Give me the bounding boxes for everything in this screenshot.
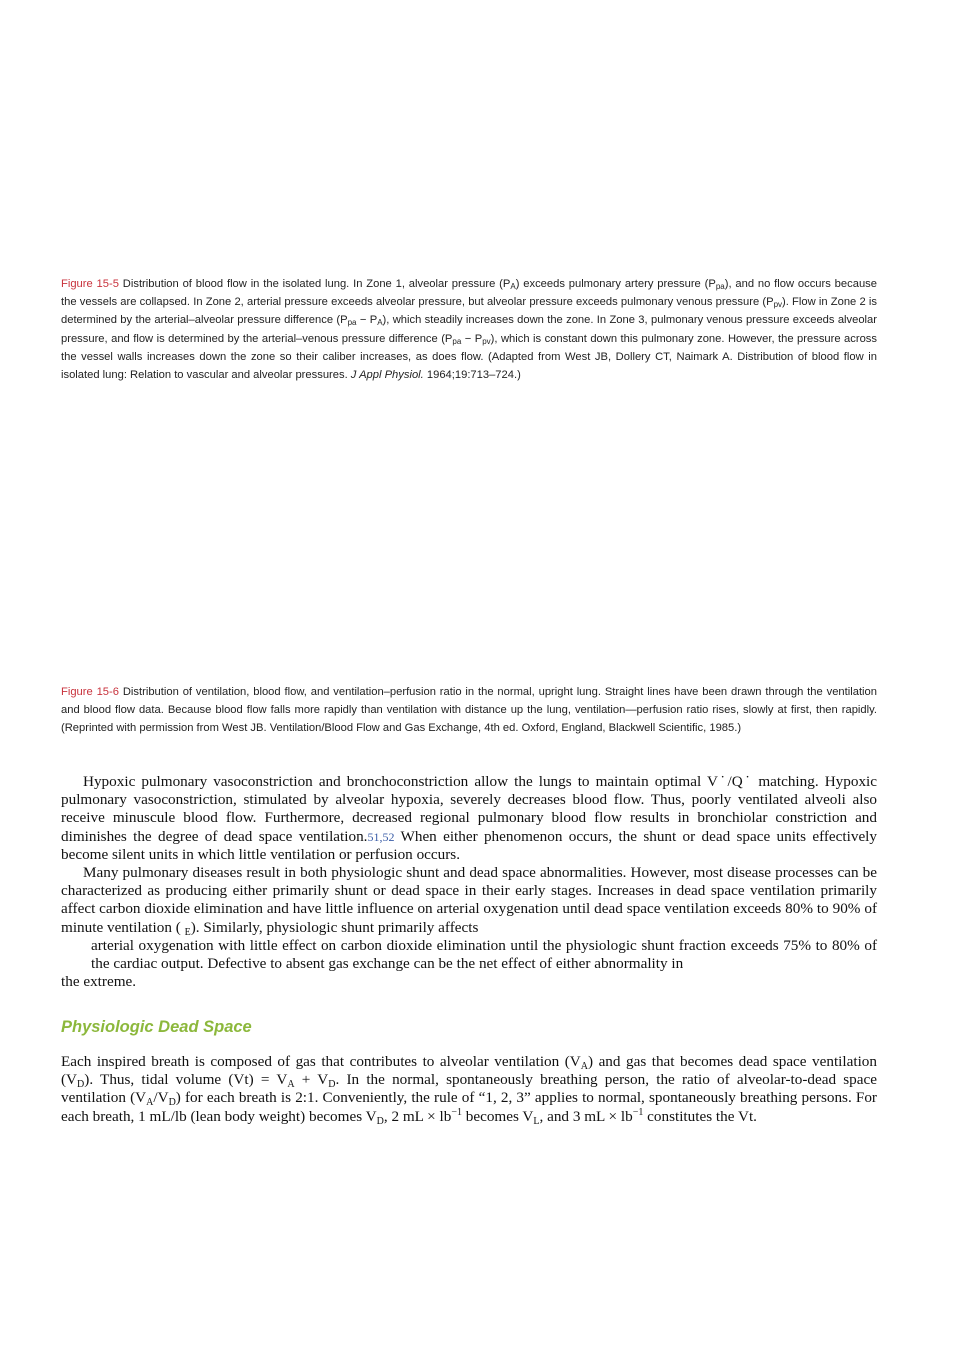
figure-label: Figure 15-5 xyxy=(61,278,119,290)
caption-text: Distribution of ventilation, blood flow, and ventilation–perfusion ratio in the normal, upright lung. Straight lines have been drawn through the ventilation and blood flow data. Because blood flow falls more rapidly than ventilation with distance up the lung, ventilation—perfusion ratio rises, slowly at first, then rapidly. (Reprinted with permission from West JB. Ventilation/Blood Flow and Gas Exchange, 4th ed. Oxford, England, Blackwell Scientific, 1985.) xyxy=(61,686,877,735)
paragraph: Each inspired breath is composed of gas that contributes to alveolar ventilation $(V_A)$ and gas that becomes dead space ventilation $(V_D)$. Thus, tidal volume $(Vt) = V_A + V_D$. In the normal, spontaneously breathing person, the ratio of alveolar-to-dead space ventilation $(V_A/V_D)$ for each breath is 2:1. Conveniently, the rule of “1, 2, 3” applies to normal, spontaneously breathing persons. For each breath, 1 mL/lb (lean body weight) becomes $V_D$, 2 mL × $lb^{-1}$ becomes $V_L$, and 3 mL × $lb^{-1}$ constitutes the Vt. xyxy=(61,1053,877,1127)
caption-text: Distribution of blood flow in the isolated lung. In Zone 1, alveolar pressure $(P_A)$ exceeds pulmonary artery pressure $(P_{pa})$, and no flow occurs because the vessels are collapsed. In Zone 2, arterial pressure exceeds alveolar pressure, but alveolar pressure exceeds pulmonary venous pressure $(P_{pv})$. Flow in Zone 2 is determined by the arterial–alveolar pressure difference $(P_{pa} - P_A)$, which steadily increases down the zone. In Zone 3, pulmonary venous pressure exceeds alveolar pressure, and flow is determined by the arterial–venous pressure difference $(P_{pa} - P_{pv})$, which is constant down this pulmonary zone. However, the pressure across the vessel walls increases down the zone so their caliber increases, as does flow. (Adapted from West JB, Dollery CT, Naimark A. Distribution of blood flow in isolated lung: Relation to vascular and alveolar pressures. J Appl Physiol. 1964;19:713–724.) xyxy=(61,278,877,382)
section-body xyxy=(61,1053,877,1126)
figure-15-6-caption xyxy=(61,683,877,738)
paragraph: Many pulmonary diseases result in both physiologic shunt and dead space abnormalities. However, most disease processes can be characterized as producing either primarily shunt or dead space in their early stages. Increases in dead space ventilation primarily affect carbon dioxide elimination and have little influence on arterial oxygenation until dead space ventilation exceeds 80% to 90% of minute ventilation ( $_E$). Similarly, physiologic shunt primarily affects xyxy=(61,864,877,938)
paragraph: the extreme. xyxy=(61,973,137,991)
paragraph: Hypoxic pulmonary vasoconstriction and bronchoconstriction allow the lungs to maintain optimal V˙/Q˙ matching. Hypoxic pulmonary vasoconstriction, stimulated by alveolar hypoxia, severely decreases blood flow. Thus, poorly ventilated alveoli also receive minuscule blood flow. Furthermore, decreased regional pulmonary blood flow results in bronchiolar constriction and diminishes the degree of dead space ventilation.51,52 When either phenomenon occurs, the shunt or dead space units effectively become silent units in which little ventilation or perfusion occurs. xyxy=(61,773,877,863)
figure-15-5-caption xyxy=(61,275,877,384)
body-text xyxy=(61,773,877,991)
paragraph: arterial oxygenation with little effect on carbon dioxide elimination until the physiologic shunt fraction exceeds 75% to 80% of the cardiac output. Defective to absent gas exchange can be the net effect of either abnormality in xyxy=(91,936,877,973)
section-heading: Physiologic Dead Space xyxy=(61,1018,252,1036)
figure-label: Figure 15-6 xyxy=(61,686,119,698)
